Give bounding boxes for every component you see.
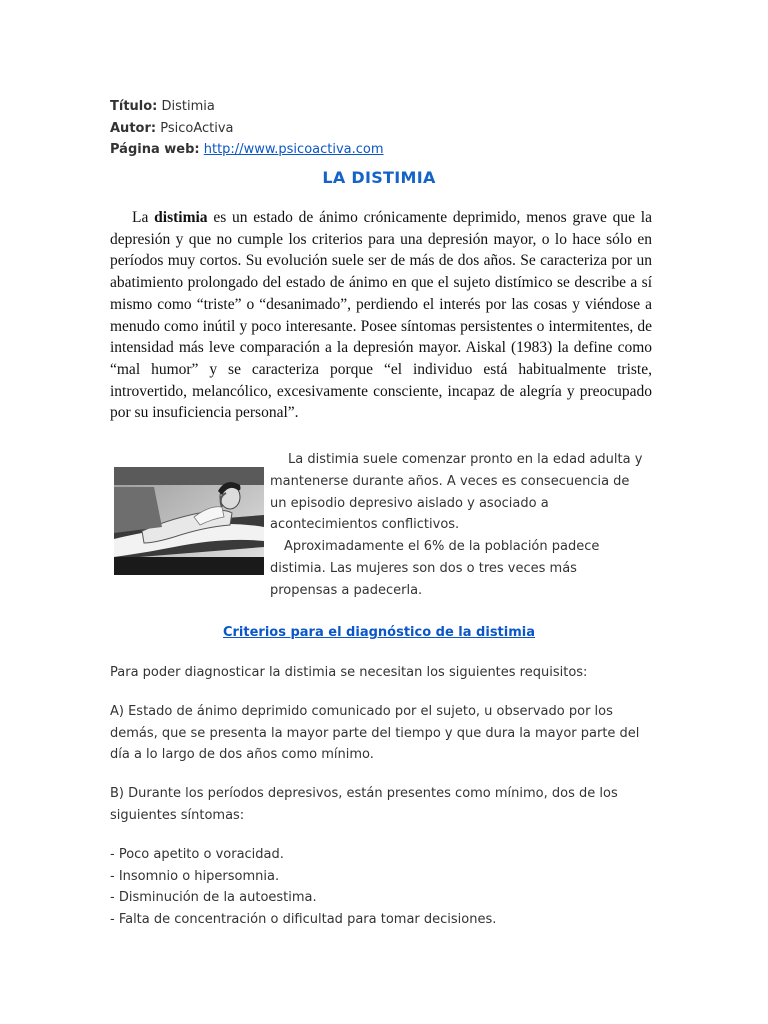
side-paragraph-1-text: La distimia suele comenzar pronto en la edad adulta y mantenerse durante años. A veces es consecuencia de un episodio depresivo aislado y asociado a acontecimientos conflictivos. — [270, 452, 643, 533]
title-meta-line — [110, 96, 384, 118]
autor-value: PsicoActiva — [160, 120, 234, 136]
criteria-a: A) Estado de ánimo deprimido comunicado por el sujeto, u observado por los demás, que se presenta la mayor parte del tiempo y que dura la mayor parte del día a lo largo de dos años como mínimo. — [110, 703, 640, 763]
list-item: - Disminución de la autoestima. — [110, 890, 317, 906]
web-label: Página web: — [110, 142, 200, 157]
author-meta-line — [110, 118, 384, 140]
web-meta-line — [110, 139, 384, 161]
intro-bold-term: distimia — [154, 209, 208, 226]
document-metadata — [110, 96, 384, 161]
criteria-intro: Para poder diagnosticar la distimia se necesitan los siguientes requisitos: — [110, 665, 588, 680]
website-link[interactable]: http://www.psicoactiva.com — [203, 142, 384, 157]
list-item: - Poco apetito o voracidad. — [110, 846, 284, 862]
criteria-heading-link[interactable]: Criterios para el diagnóstico de la distimia — [222, 625, 536, 640]
page-title: LA DISTIMIA — [322, 168, 436, 187]
side-paragraph-1 — [270, 449, 648, 536]
reclining-person-photo — [114, 467, 264, 575]
side-paragraph-2 — [270, 536, 648, 601]
side-text — [270, 449, 648, 602]
symptom-list — [110, 844, 650, 931]
titulo-label: Título: — [110, 99, 158, 114]
intro-paragraph — [110, 207, 652, 424]
list-item: - Insomnio o hipersomnia. — [110, 868, 280, 884]
criteria-b: B) Durante los períodos depresivos, están presentes como mínimo, dos de los siguientes síntomas: — [110, 786, 618, 823]
intro-lead-letter: L — [132, 209, 142, 226]
autor-label: Autor: — [110, 120, 157, 136]
side-paragraph-2-text: Aproximadamente el 6% de la población padece distimia. Las mujeres son dos o tres veces más propensas a padecerla. — [270, 539, 600, 598]
list-item: - Falta de concentración o dificultad para tomar decisiones. — [110, 912, 497, 928]
criteria-body — [110, 662, 650, 931]
titulo-value: Distimia — [161, 99, 215, 114]
intro-text: es un estado de ánimo crónicamente deprimido, menos grave que la depresión y que no cumple los criterios para una depresión mayor, o lo hace sólo en períodos muy cortos. Su evolución suele ser de más de dos años. Se caracteriza por un abatimiento prolongado del estado de ánimo en que el sujeto distímico se describe a sí mismo como “triste” o “desanimado”, perdiendo el interés por las cosas y viéndose a menudo como inútil y poco interesante. Posee síntomas persistentes o intermitentes, de intensidad más leve comparación a la depresión mayor. Aiskal (1983) la define como “mal humor” y se caracteriza porque “el individuo está habitualmente triste, introvertido, melancólico, excesivamente consciente, incapaz de alegría y preocupado por su insuficiencia personal”. — [110, 209, 652, 422]
intro-lead-rest: a — [141, 209, 155, 226]
